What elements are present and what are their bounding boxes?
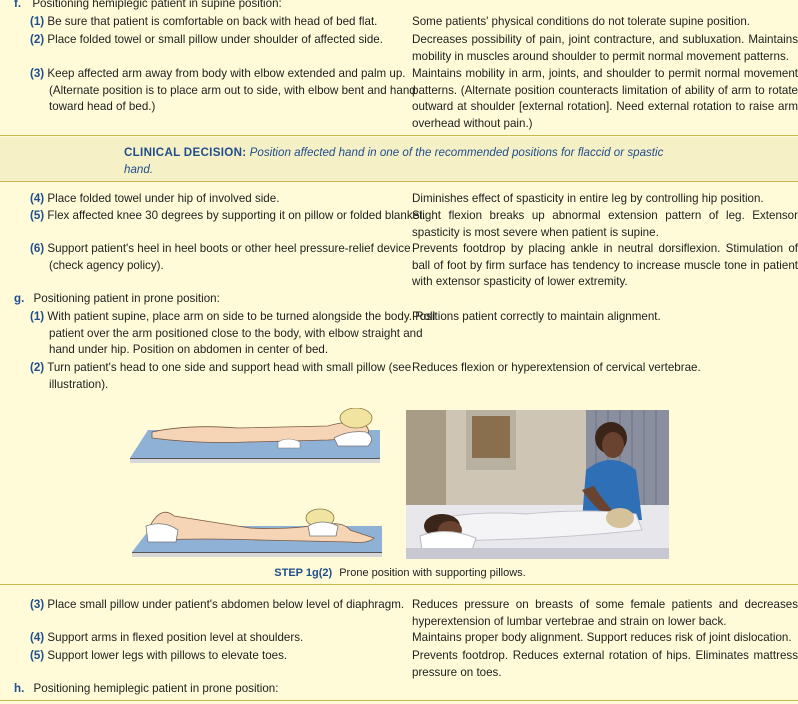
step-text: Place small pillow under patient's abdomen below level of diaphragm. bbox=[47, 598, 405, 611]
clinical-decision-content bbox=[124, 145, 684, 178]
step-text: Place folded towel or small pillow under shoulder of affected side. bbox=[47, 33, 383, 46]
step-text: Support lower legs with pillows to elevate toes. bbox=[47, 649, 288, 662]
divider bbox=[0, 700, 798, 701]
step-number: (2) bbox=[30, 361, 45, 374]
step-g2-action bbox=[0, 360, 437, 393]
step-g5-action bbox=[0, 648, 449, 665]
divider bbox=[0, 584, 798, 585]
step-number: (3) bbox=[30, 598, 45, 611]
section-title: Positioning patient in prone position: bbox=[33, 292, 220, 305]
step-f2-action bbox=[0, 32, 449, 49]
step-number: (2) bbox=[30, 33, 45, 46]
section-marker: f. bbox=[14, 0, 22, 10]
step-g2-rationale: Reduces flexion or hyperextension of cervical vertebrae. bbox=[412, 361, 701, 374]
section-g-heading bbox=[0, 291, 220, 308]
section-h-heading bbox=[0, 681, 278, 698]
prone-illustration-top bbox=[128, 408, 384, 466]
step-number: (6) bbox=[30, 242, 45, 255]
step-g1-rationale: Positions patient correctly to maintain alignment. bbox=[412, 310, 661, 323]
section-title: Positioning hemiplegic patient in supine position: bbox=[32, 0, 282, 10]
caption-text: Prone position with supporting pillows. bbox=[339, 567, 526, 579]
step-f6-rationale: Prevents footdrop by placing ankle in neutral dorsiflexion. Stimulation of ball of foot by firm surface has tendency to increase muscle tone in patient with extensor spasticity of lower extremity. bbox=[412, 242, 798, 288]
step-f1-action bbox=[0, 14, 449, 31]
prone-position-photo bbox=[406, 410, 669, 559]
step-f1-rationale: Some patients' physical conditions do not tolerate supine position. bbox=[412, 15, 750, 28]
section-f-heading bbox=[0, 0, 282, 13]
step-g1-action bbox=[0, 309, 437, 359]
step-f3-action bbox=[0, 66, 444, 116]
step-f5-action bbox=[0, 208, 437, 225]
step-text: Be sure that patient is comfortable on back with head of bed flat. bbox=[47, 15, 378, 28]
step-f6-action bbox=[0, 241, 437, 274]
step-g3-rationale: Reduces pressure on breasts of some female patients and decreases hyperextension of lumbar vertebrae and strain on lower back. bbox=[412, 598, 798, 628]
step-text: Support arms in flexed position level at shoulders. bbox=[47, 631, 304, 644]
step-text: Support patient's heel in heel boots or other heel pressure-relief device (check agency policy). bbox=[47, 242, 411, 272]
divider bbox=[0, 135, 798, 136]
step-number: (3) bbox=[30, 67, 45, 80]
step-g3-action bbox=[0, 597, 449, 614]
clinical-decision-text: Position affected hand in one of the recommended positions for flaccid or spastic hand. bbox=[124, 146, 664, 176]
prone-illustration-bottom bbox=[130, 496, 386, 564]
step-f4-rationale: Diminishes effect of spasticity in entire leg by controlling hip position. bbox=[412, 192, 764, 205]
step-text: Place folded towel under hip of involved side. bbox=[47, 192, 280, 205]
step-number: (1) bbox=[30, 310, 45, 323]
step-text: Turn patient's head to one side and support head with small pillow (see illustration). bbox=[47, 361, 412, 391]
step-text: Keep affected arm away from body with elbow extended and palm up. (Alternate position is to place arm out to side, with elbow bent and hand toward head of bed.) bbox=[47, 67, 416, 113]
step-number: (4) bbox=[30, 631, 45, 644]
section-marker: h. bbox=[14, 682, 25, 695]
step-number: (5) bbox=[30, 209, 45, 222]
section-marker: g. bbox=[14, 292, 25, 305]
step-f4-action bbox=[0, 191, 449, 208]
clinical-decision-label: CLINICAL DECISION: bbox=[124, 146, 247, 159]
divider bbox=[0, 181, 798, 182]
step-g4-action bbox=[0, 630, 449, 647]
figure-caption bbox=[130, 565, 670, 582]
clinical-decision-box bbox=[0, 137, 798, 181]
step-f5-rationale: Slight flexion breaks up abnormal extension pattern of leg. Extensor spasticity is most severe when patient is supine. bbox=[412, 209, 798, 239]
step-g4-rationale: Maintains proper body alignment. Support reduces risk of joint dislocation. bbox=[412, 631, 792, 644]
caption-step: STEP 1g(2) bbox=[274, 567, 333, 579]
step-text: With patient supine, place arm on side to be turned alongside the body. Roll patient over the arm positioned close to the body, with elbow straight and hand under hip. Position on abdomen in center of bed. bbox=[47, 310, 436, 356]
step-text: Flex affected knee 30 degrees by supporting it on pillow or folded blanket. bbox=[47, 209, 426, 222]
step-f2-rationale: Decreases possibility of pain, joint contracture, and subluxation. Maintains mobility in muscles around shoulder to permit normal movement patterns. bbox=[412, 33, 798, 63]
step-number: (4) bbox=[30, 192, 45, 205]
step-number: (5) bbox=[30, 649, 45, 662]
step-g5-rationale: Prevents footdrop. Reduces external rotation of hips. Eliminates mattress pressure on toes. bbox=[412, 649, 798, 679]
step-f3-rationale: Maintains mobility in arm, joints, and shoulder to permit normal movement patterns. (Alternate position counteracts limitation of ability of arm to rotate outward at shoulder [external rotation]. Need external rotation to raise arm overhead without pain.) bbox=[412, 67, 798, 130]
step-number: (1) bbox=[30, 15, 45, 28]
section-title: Positioning hemiplegic patient in prone position: bbox=[33, 682, 279, 695]
